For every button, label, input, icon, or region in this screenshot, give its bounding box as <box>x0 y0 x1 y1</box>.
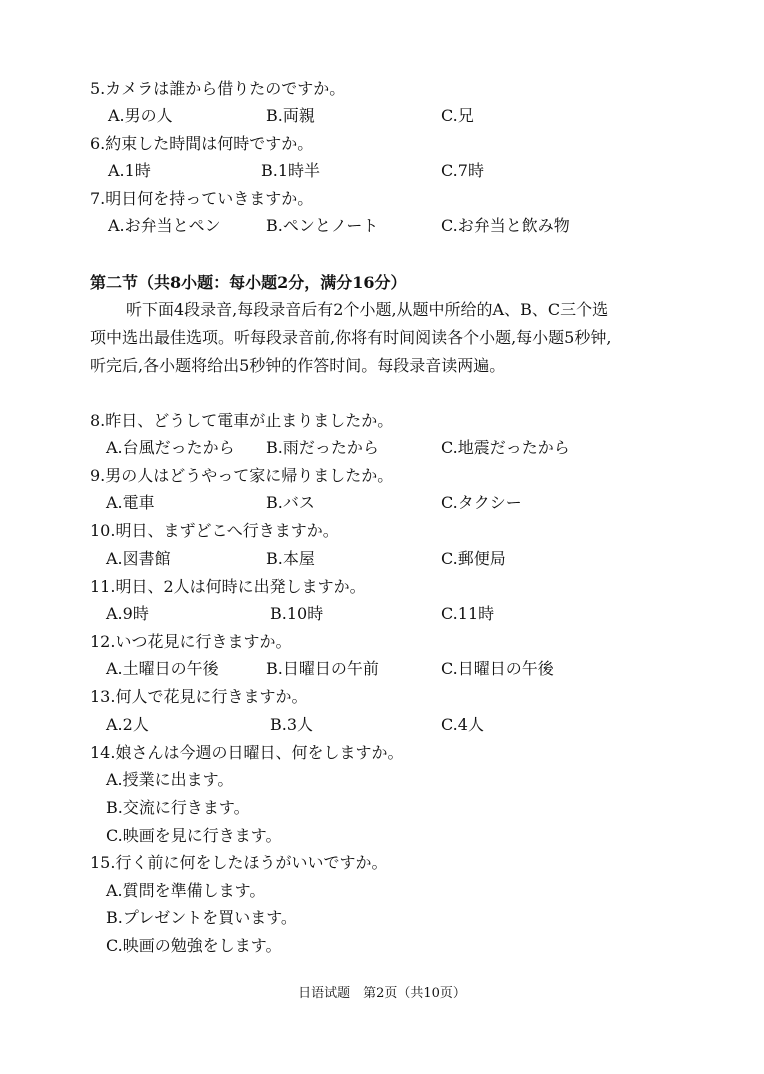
section-title: 第二节（共8小题：每小题2分，满分16分） <box>90 273 407 292</box>
option-15-a: A.質問を準備します。 <box>106 881 266 900</box>
option-15-b: B.プレゼントを買います。 <box>106 908 297 927</box>
option-14-b: B.交流に行きます。 <box>106 798 250 817</box>
option-8-a: A.台風だったから <box>106 438 235 457</box>
instructions-line-1: 听下面4段录音,每段录音后有2个小题,从题中所给的A、B、C三个选 <box>126 300 609 319</box>
option-15-c: C.映画の勉強をします。 <box>106 936 282 955</box>
option-12-c: C.日曜日の午後 <box>441 659 554 678</box>
option-10-b: B.本屋 <box>266 549 315 568</box>
option-14-c: C.映画を見に行きます。 <box>106 826 282 845</box>
question-9: 9.男の人はどうやって家に帰りましたか。 <box>90 466 394 485</box>
option-7-a: A.お弁当とペン <box>108 216 221 235</box>
option-7-c: C.お弁当と飲み物 <box>441 216 570 235</box>
option-5-c: C.兄 <box>441 106 474 125</box>
question-13: 13.何人で花見に行きますか。 <box>90 687 308 706</box>
question-12: 12.いつ花見に行きますか。 <box>90 632 292 651</box>
option-10-c: C.郵便局 <box>441 549 506 568</box>
option-5-a: A.男の人 <box>108 106 173 125</box>
option-9-a: A.電車 <box>106 493 155 512</box>
question-15: 15.行く前に何をしたほうがいいですか。 <box>90 853 388 872</box>
option-11-b: B.10時 <box>270 604 324 623</box>
question-8: 8.昨日、どうして電車が止まりましたか。 <box>90 411 394 430</box>
question-6: 6.約束した時間は何時ですか。 <box>90 134 314 153</box>
option-13-c: C.4人 <box>441 715 484 734</box>
option-6-c: C.7時 <box>441 161 484 180</box>
option-8-b: B.雨だったから <box>266 438 379 457</box>
instructions-line-3: 听完后,各小题将给出5秒钟的作答时间。每段录音读两遍。 <box>90 356 506 375</box>
question-5: 5.カメラは誰から借りたのですか。 <box>90 79 346 98</box>
option-6-b: B.1時半 <box>261 161 321 180</box>
option-6-a: A.1時 <box>108 161 151 180</box>
option-14-a: A.授業に出ます。 <box>106 770 234 789</box>
page-footer: 日语试题 第2页（共10页） <box>298 986 466 1001</box>
option-13-b: B.3人 <box>270 715 314 734</box>
option-7-b: B.ペンとノート <box>266 216 379 235</box>
option-5-b: B.両親 <box>266 106 315 125</box>
option-10-a: A.図書館 <box>106 549 171 568</box>
option-8-c: C.地震だったから <box>441 438 570 457</box>
question-7: 7.明日何を持っていきますか。 <box>90 189 314 208</box>
question-11: 11.明日、2人は何時に出発しますか。 <box>90 577 366 596</box>
option-11-a: A.9時 <box>106 604 149 623</box>
option-12-b: B.日曜日の午前 <box>266 659 379 678</box>
question-10: 10.明日、まずどこへ行きますか。 <box>90 521 339 540</box>
option-12-a: A.土曜日の午後 <box>106 659 219 678</box>
option-11-c: C.11時 <box>441 604 495 623</box>
option-9-c: C.タクシー <box>441 493 522 512</box>
option-9-b: B.バス <box>266 493 315 512</box>
question-14: 14.娘さんは今週の日曜日、何をしますか。 <box>90 743 404 762</box>
instructions-line-2: 项中选出最佳选项。听每段录音前,你将有时间阅读各个小题,每小题5秒钟, <box>90 328 612 347</box>
option-13-a: A.2人 <box>106 715 149 734</box>
